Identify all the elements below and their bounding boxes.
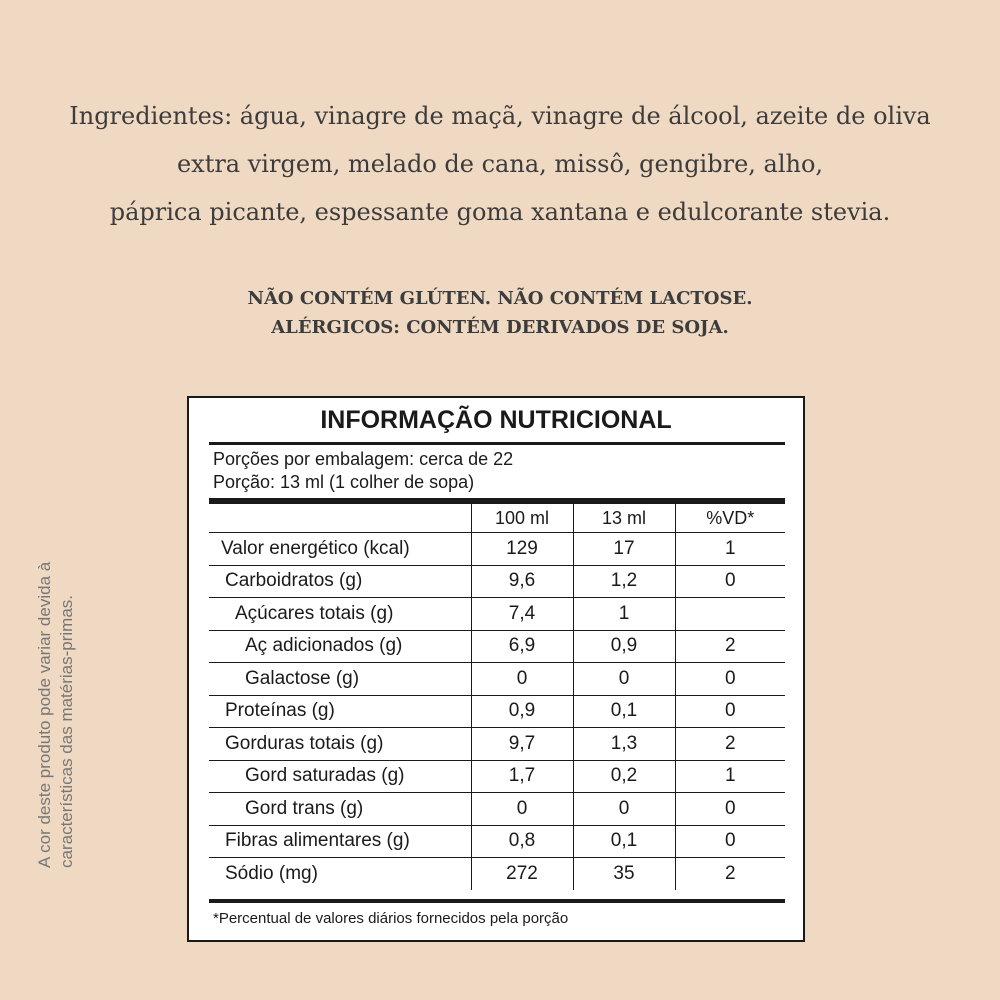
daily-value-percent: 2 <box>675 858 785 890</box>
column-header <box>209 504 471 533</box>
daily-value-percent: 1 <box>675 760 785 793</box>
table-row <box>209 793 785 826</box>
value-per-serving: 0,1 <box>573 695 675 728</box>
daily-value-percent: 0 <box>675 565 785 598</box>
nutrient-label: Proteínas (g) <box>209 695 471 728</box>
table-row <box>209 728 785 761</box>
value-per-100ml: 6,9 <box>471 630 573 663</box>
table-header-row <box>209 504 785 533</box>
nutrition-facts-panel <box>187 396 805 942</box>
value-per-serving: 0,2 <box>573 760 675 793</box>
nutrient-label: Aç adicionados (g) <box>209 630 471 663</box>
ingredients-line: páprica picante, espessante goma xantana e edulcorante stevia. <box>109 198 891 226</box>
color-variation-note <box>34 562 78 868</box>
value-per-100ml: 0,9 <box>471 695 573 728</box>
table-row <box>209 533 785 566</box>
value-per-serving: 1 <box>573 598 675 631</box>
table-row <box>209 630 785 663</box>
daily-value-percent: 0 <box>675 793 785 826</box>
servings-per-package: Porções por embalagem: cerca de 22 <box>213 449 514 469</box>
side-note-line: características das matérias-primas. <box>57 594 76 868</box>
value-per-serving: 0,1 <box>573 825 675 858</box>
nutrition-table <box>209 504 785 890</box>
divider <box>209 899 785 903</box>
divider <box>209 442 785 445</box>
allergen-warning <box>40 284 960 342</box>
nutrient-label: Gord saturadas (g) <box>209 760 471 793</box>
value-per-100ml: 0 <box>471 663 573 696</box>
table-row <box>209 565 785 598</box>
value-per-serving: 0,9 <box>573 630 675 663</box>
daily-value-percent: 0 <box>675 825 785 858</box>
value-per-100ml: 1,7 <box>471 760 573 793</box>
value-per-100ml: 0,8 <box>471 825 573 858</box>
allergen-line: ALÉRGICOS: CONTÉM DERIVADOS DE SOJA. <box>271 317 729 338</box>
value-per-100ml: 0 <box>471 793 573 826</box>
portion-info <box>213 448 513 494</box>
column-header: 100 ml <box>471 504 573 533</box>
value-per-100ml: 272 <box>471 858 573 890</box>
nutrient-label: Gorduras totais (g) <box>209 728 471 761</box>
table-row <box>209 695 785 728</box>
footnote: *Percentual de valores diários fornecidos pela porção <box>213 910 569 927</box>
nutrient-label: Açúcares totais (g) <box>209 598 471 631</box>
value-per-serving: 0 <box>573 663 675 696</box>
daily-value-percent: 1 <box>675 533 785 566</box>
allergen-line: NÃO CONTÉM GLÚTEN. NÃO CONTÉM LACTOSE. <box>247 288 753 309</box>
table-row <box>209 825 785 858</box>
nutrient-label: Valor energético (kcal) <box>209 533 471 566</box>
table-row <box>209 598 785 631</box>
nutrient-label: Gord trans (g) <box>209 793 471 826</box>
value-per-serving: 1,3 <box>573 728 675 761</box>
table-row <box>209 663 785 696</box>
value-per-serving: 0 <box>573 793 675 826</box>
column-header: %VD* <box>675 504 785 533</box>
value-per-serving: 1,2 <box>573 565 675 598</box>
table-row <box>209 858 785 890</box>
ingredients-line: extra virgem, melado de cana, missô, gengibre, alho, <box>176 150 824 178</box>
nutrient-label: Carboidratos (g) <box>209 565 471 598</box>
value-per-100ml: 7,4 <box>471 598 573 631</box>
daily-value-percent: 2 <box>675 728 785 761</box>
nutrient-label: Fibras alimentares (g) <box>209 825 471 858</box>
daily-value-percent: 0 <box>675 663 785 696</box>
value-per-100ml: 129 <box>471 533 573 566</box>
table-row <box>209 760 785 793</box>
value-per-100ml: 9,7 <box>471 728 573 761</box>
daily-value-percent: 0 <box>675 695 785 728</box>
ingredients-text <box>40 92 960 236</box>
ingredients-line: Ingredientes: água, vinagre de maçã, vinagre de álcool, azeite de oliva <box>69 102 931 130</box>
value-per-serving: 17 <box>573 533 675 566</box>
column-header: 13 ml <box>573 504 675 533</box>
nutrient-label: Sódio (mg) <box>209 858 471 890</box>
daily-value-percent <box>675 598 785 631</box>
side-note-line: A cor deste produto pode variar devida à <box>35 561 54 868</box>
value-per-100ml: 9,6 <box>471 565 573 598</box>
serving-size: Porção: 13 ml (1 colher de sopa) <box>213 472 475 492</box>
value-per-serving: 35 <box>573 858 675 890</box>
nutrition-title: INFORMAÇÃO NUTRICIONAL <box>320 406 672 434</box>
nutrient-label: Galactose (g) <box>209 663 471 696</box>
daily-value-percent: 2 <box>675 630 785 663</box>
